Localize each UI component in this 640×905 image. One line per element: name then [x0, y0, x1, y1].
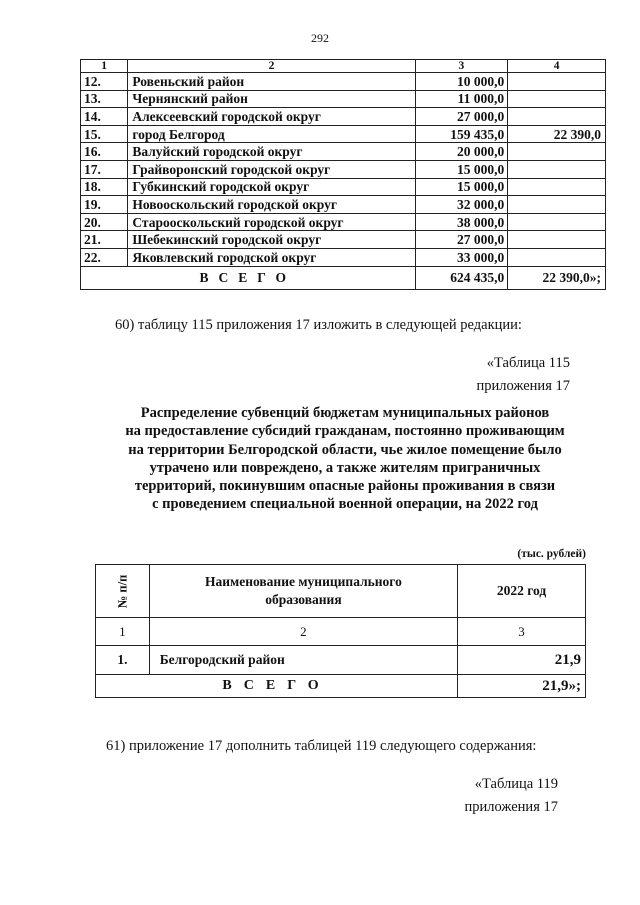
amount-col4: [508, 73, 606, 91]
paragraph-60: 60) таблицу 115 приложения 17 изложить в следующей редакции:: [115, 317, 522, 333]
amount-col4: 22 390,0: [508, 125, 606, 143]
table-row: [81, 125, 606, 143]
table-115-reference: [477, 352, 570, 398]
column-index: 1: [96, 618, 150, 646]
amount-col4: [508, 178, 606, 196]
amount-col3: 15 000,0: [415, 160, 508, 178]
total-label: ВСЕГО: [96, 675, 458, 698]
header-row-number-text: № п/п: [114, 574, 129, 608]
column-index: 3: [458, 618, 586, 646]
row-number: 14.: [81, 108, 128, 126]
municipality-name: Белгородский район: [149, 646, 457, 675]
heading-line: на территории Белгородской области, чье жилое помещение было: [128, 441, 562, 458]
amount-col3: 15 000,0: [415, 178, 508, 196]
row-number: 16.: [81, 143, 128, 161]
total-row: [96, 675, 586, 698]
table-119-title: «Таблица 119: [474, 776, 558, 792]
municipality-name: Алексеевский городской округ: [128, 108, 415, 126]
row-number: 22.: [81, 248, 128, 266]
paragraph-61: 61) приложение 17 дополнить таблицей 119 следующего содержания:: [106, 738, 537, 754]
table-119-reference: [465, 773, 558, 819]
appendix-17-label: приложения 17: [464, 799, 558, 815]
municipality-name: Яковлевский городской округ: [128, 248, 415, 266]
page-number: 292: [311, 31, 329, 45]
column-index: 2: [149, 618, 457, 646]
row-number: 18.: [81, 178, 128, 196]
table-115-heading: [80, 404, 610, 514]
row-number: 21.: [81, 231, 128, 249]
table-header-row: [96, 565, 586, 618]
amount-col3: 32 000,0: [415, 196, 508, 214]
amount-col4: [508, 248, 606, 266]
amount-col4: [508, 196, 606, 214]
row-number: 17.: [81, 160, 128, 178]
header-municipality: [149, 565, 457, 618]
total-col4: 22 390,0»;: [508, 266, 606, 289]
heading-line: территорий, покинувшим опасные районы проживания в связи: [134, 478, 556, 495]
table-row: [81, 196, 606, 214]
column-index: 4: [508, 60, 606, 73]
amount-col3: 38 000,0: [415, 213, 508, 231]
heading-line: на предоставление субсидий гражданам, постоянно проживающим: [125, 423, 565, 440]
amount-col3: 20 000,0: [415, 143, 508, 161]
units-label: (тыс. рублей): [517, 548, 586, 560]
amount-col3: 159 435,0: [415, 125, 508, 143]
total-row: [81, 266, 606, 289]
municipality-name: Чернянский район: [128, 90, 415, 108]
amount-col3: 10 000,0: [415, 73, 508, 91]
appendix-17-label: приложения 17: [476, 378, 570, 394]
row-number: 19.: [81, 196, 128, 214]
header-municipality-line: образования: [265, 592, 342, 607]
municipality-name: город Белгород: [128, 125, 415, 143]
amount-2022: 21,9: [458, 646, 586, 675]
amount-col4: [508, 143, 606, 161]
municipality-name: Валуйский городской округ: [128, 143, 415, 161]
amount-col4: [508, 108, 606, 126]
row-number: 15.: [81, 125, 128, 143]
table-row: [81, 231, 606, 249]
header-year: 2022 год: [458, 565, 586, 618]
column-index: 1: [81, 60, 128, 73]
municipality-name: Губкинский городской округ: [128, 178, 415, 196]
amount-col3: 33 000,0: [415, 248, 508, 266]
amount-col4: [508, 160, 606, 178]
header-municipality-line: Наименование муниципального: [204, 574, 402, 589]
amount-col4: [508, 90, 606, 108]
municipality-name: Новооскольский городской округ: [128, 196, 415, 214]
table-row: [81, 90, 606, 108]
municipality-name: Ровеньский район: [128, 73, 415, 91]
municipality-name: Старооскольский городской округ: [128, 213, 415, 231]
table-column-index-row: [96, 618, 586, 646]
table-row: [81, 248, 606, 266]
heading-line: утрачено или повреждено, а также жителям приграничных: [149, 459, 541, 476]
heading-line: с проведением специальной военной операции, на 2022 год: [152, 496, 538, 513]
amount-col3: 27 000,0: [415, 231, 508, 249]
table-row: [81, 160, 606, 178]
subvention-table-continued: [80, 59, 606, 290]
amount-col3: 27 000,0: [415, 108, 508, 126]
row-number: 1.: [96, 646, 150, 675]
heading-line: Распределение субвенций бюджетам муниципальных районов: [140, 405, 550, 421]
header-row-number: [96, 565, 150, 618]
total-col3: 624 435,0: [415, 266, 508, 289]
table-row: [81, 73, 606, 91]
column-index: 2: [128, 60, 415, 73]
amount-col3: 11 000,0: [415, 90, 508, 108]
amount-col4: [508, 231, 606, 249]
row-number: 20.: [81, 213, 128, 231]
municipality-name: Грайворонский городской округ: [128, 160, 415, 178]
table-row: [81, 213, 606, 231]
total-label: ВСЕГО: [81, 266, 416, 289]
row-number: 13.: [81, 90, 128, 108]
table-column-index-row: [81, 60, 606, 73]
table-row: [81, 143, 606, 161]
total-amount: 21,9»;: [458, 675, 586, 698]
table-115-title: «Таблица 115: [486, 355, 570, 371]
row-number: 12.: [81, 73, 128, 91]
table-row: [96, 646, 586, 675]
amount-col4: [508, 213, 606, 231]
municipality-name: Шебекинский городской округ: [128, 231, 415, 249]
table-115: [95, 564, 586, 698]
table-row: [81, 178, 606, 196]
column-index: 3: [415, 60, 508, 73]
table-row: [81, 108, 606, 126]
